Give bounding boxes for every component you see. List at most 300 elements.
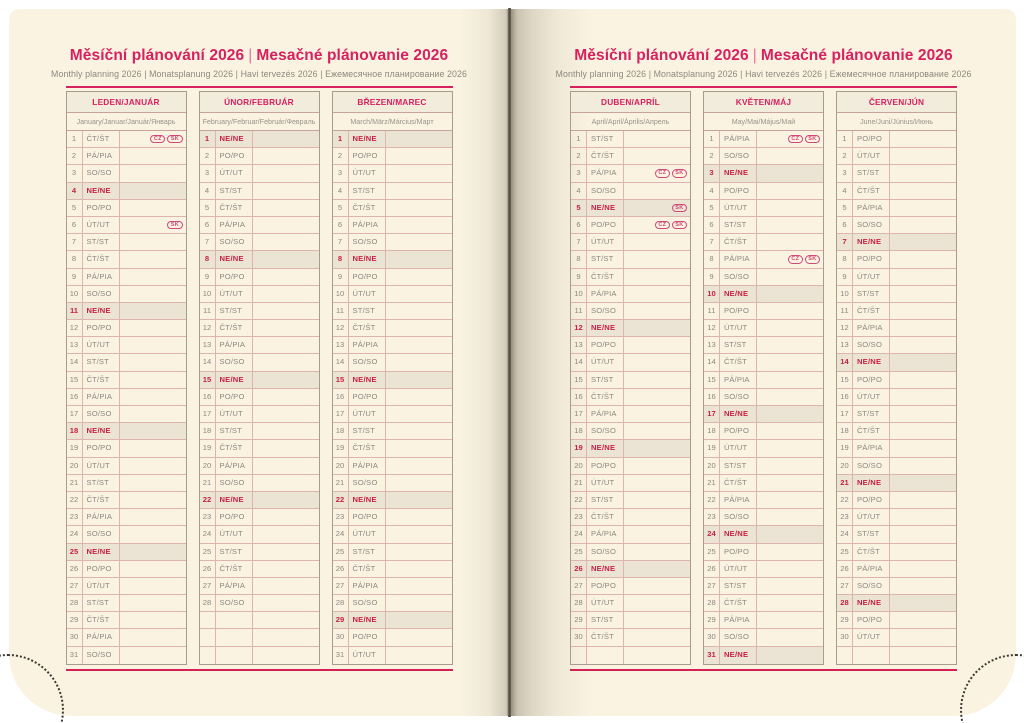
day-row xyxy=(67,234,186,251)
day-row xyxy=(333,354,452,371)
day-abbreviation: ČT/ŠT xyxy=(720,234,757,250)
day-row xyxy=(333,389,452,406)
notes-cell xyxy=(890,612,956,628)
day-number: 10 xyxy=(333,286,349,302)
planner-page-left xyxy=(9,9,509,716)
day-abbreviation: ČT/ŠT xyxy=(587,509,624,525)
day-number: 30 xyxy=(837,629,853,645)
notes-cell xyxy=(757,200,823,216)
day-number: 13 xyxy=(67,337,83,353)
notes-cell xyxy=(253,595,319,611)
day-number: 26 xyxy=(837,561,853,577)
day-row xyxy=(67,578,186,595)
day-abbreviation: PO/PO xyxy=(587,578,624,594)
day-number: 5 xyxy=(837,200,853,216)
day-row xyxy=(571,526,690,543)
day-row xyxy=(333,423,452,440)
day-number: 15 xyxy=(571,372,587,388)
day-number: 6 xyxy=(571,217,587,233)
day-number: 9 xyxy=(333,269,349,285)
notes-cell xyxy=(890,269,956,285)
day-abbreviation: ST/ST xyxy=(720,458,757,474)
day-row xyxy=(704,303,823,320)
notes-cell xyxy=(624,629,690,645)
day-abbreviation: NE/NE xyxy=(853,595,890,611)
day-abbreviation: PO/PO xyxy=(720,544,757,560)
day-row xyxy=(571,354,690,371)
day-abbreviation: SO/SO xyxy=(216,475,253,491)
day-abbreviation: SO/SO xyxy=(83,406,120,422)
day-number: 22 xyxy=(333,492,349,508)
day-abbreviation: ÚT/UT xyxy=(587,475,624,491)
day-number: 29 xyxy=(704,612,720,628)
notes-cell xyxy=(757,544,823,560)
notes-cell xyxy=(386,578,452,594)
day-number: 10 xyxy=(837,286,853,302)
notes-cell xyxy=(120,372,186,388)
notes-cell xyxy=(386,148,452,164)
holiday-badge-sk: SK xyxy=(672,169,687,177)
day-number xyxy=(571,647,587,664)
day-number: 19 xyxy=(704,440,720,456)
day-row xyxy=(200,544,319,561)
notes-cell xyxy=(253,492,319,508)
day-abbreviation: SO/SO xyxy=(720,509,757,525)
holiday-badge-cz: CZ xyxy=(788,255,803,263)
notes-cell xyxy=(624,131,690,147)
notes-cell xyxy=(890,423,956,439)
day-row xyxy=(571,406,690,423)
notes-cell xyxy=(253,509,319,525)
day-number: 18 xyxy=(200,423,216,439)
notes-cell xyxy=(386,320,452,336)
day-abbreviation: ST/ST xyxy=(587,131,624,147)
day-abbreviation: ČT/ŠT xyxy=(587,389,624,405)
month-subtitle: February/Februar/Február/Февраль xyxy=(200,113,319,131)
day-number: 30 xyxy=(704,629,720,645)
day-abbreviation: SO/SO xyxy=(349,354,386,370)
day-number: 20 xyxy=(837,458,853,474)
day-abbreviation: PÁ/PIA xyxy=(349,217,386,233)
day-abbreviation: PÁ/PIA xyxy=(349,578,386,594)
day-row xyxy=(704,286,823,303)
notes-cell xyxy=(624,217,690,233)
day-abbreviation: SO/SO xyxy=(587,183,624,199)
day-number: 25 xyxy=(571,544,587,560)
day-abbreviation: NE/NE xyxy=(720,165,757,181)
notes-cell xyxy=(757,612,823,628)
day-number: 24 xyxy=(333,526,349,542)
day-number: 31 xyxy=(333,647,349,664)
notes-cell xyxy=(386,509,452,525)
day-number: 25 xyxy=(704,544,720,560)
notes-cell xyxy=(890,561,956,577)
day-row xyxy=(704,354,823,371)
month-day-rows xyxy=(837,131,956,664)
notes-cell xyxy=(253,526,319,542)
day-row xyxy=(200,423,319,440)
day-number: 31 xyxy=(704,647,720,664)
notes-cell xyxy=(253,269,319,285)
day-abbreviation: PO/PO xyxy=(720,423,757,439)
day-row xyxy=(837,492,956,509)
day-row xyxy=(571,423,690,440)
day-row xyxy=(837,165,956,182)
day-number xyxy=(200,647,216,664)
day-abbreviation: PO/PO xyxy=(83,440,120,456)
day-row xyxy=(704,337,823,354)
notes-cell xyxy=(757,372,823,388)
day-row xyxy=(67,131,186,148)
notes-cell xyxy=(120,234,186,250)
day-row xyxy=(704,458,823,475)
month-day-rows xyxy=(704,131,823,664)
day-row xyxy=(333,578,452,595)
day-number: 19 xyxy=(837,440,853,456)
day-row xyxy=(67,269,186,286)
day-row xyxy=(704,320,823,337)
day-abbreviation: NE/NE xyxy=(83,544,120,560)
day-number: 28 xyxy=(837,595,853,611)
day-abbreviation: ÚT/UT xyxy=(720,440,757,456)
day-abbreviation: PO/PO xyxy=(349,389,386,405)
day-number: 24 xyxy=(704,526,720,542)
day-number: 11 xyxy=(571,303,587,319)
day-abbreviation: PO/PO xyxy=(720,303,757,319)
day-row xyxy=(704,234,823,251)
notes-cell xyxy=(120,423,186,439)
day-number: 3 xyxy=(67,165,83,181)
day-row xyxy=(837,629,956,646)
day-abbreviation: PO/PO xyxy=(216,269,253,285)
day-abbreviation: NE/NE xyxy=(720,286,757,302)
notes-cell xyxy=(624,200,690,216)
notes-cell xyxy=(624,303,690,319)
page-subtitle: Monthly planning 2026 | Monatsplanung 2026 | Havi tervezés 2026 | Ежемесячное планирование 2026 xyxy=(51,69,467,79)
day-number: 18 xyxy=(571,423,587,439)
day-row xyxy=(704,647,823,664)
notes-cell xyxy=(120,492,186,508)
day-abbreviation: NE/NE xyxy=(349,131,386,147)
notes-cell xyxy=(890,234,956,250)
day-number: 24 xyxy=(200,526,216,542)
notes-cell xyxy=(757,492,823,508)
notes-cell xyxy=(253,647,319,664)
day-row xyxy=(67,629,186,646)
day-abbreviation: ST/ST xyxy=(853,526,890,542)
page-title xyxy=(9,46,509,65)
day-row xyxy=(67,389,186,406)
day-abbreviation: ÚT/UT xyxy=(83,217,120,233)
day-abbreviation: PÁ/PIA xyxy=(216,458,253,474)
day-abbreviation: ČT/ŠT xyxy=(853,303,890,319)
day-row xyxy=(571,544,690,561)
notes-cell xyxy=(386,526,452,542)
day-abbreviation: ÚT/UT xyxy=(587,595,624,611)
footer-rule xyxy=(570,669,957,671)
notes-cell xyxy=(757,595,823,611)
day-number: 17 xyxy=(333,406,349,422)
day-row xyxy=(67,354,186,371)
notes-cell xyxy=(120,561,186,577)
notes-cell xyxy=(386,183,452,199)
day-abbreviation: NE/NE xyxy=(216,372,253,388)
notes-cell xyxy=(253,475,319,491)
notes-cell xyxy=(890,647,956,664)
day-abbreviation: PÁ/PIA xyxy=(216,217,253,233)
notes-cell xyxy=(757,354,823,370)
day-abbreviation: ČT/ŠT xyxy=(83,492,120,508)
day-row xyxy=(333,251,452,268)
notes-cell xyxy=(253,440,319,456)
day-abbreviation: PÁ/PIA xyxy=(83,389,120,405)
day-row xyxy=(333,269,452,286)
day-number: 11 xyxy=(837,303,853,319)
day-abbreviation: PO/PO xyxy=(853,131,890,147)
notes-cell xyxy=(890,183,956,199)
day-row xyxy=(333,148,452,165)
day-abbreviation: ÚT/UT xyxy=(349,165,386,181)
day-abbreviation: ÚT/UT xyxy=(853,389,890,405)
day-abbreviation: ČT/ŠT xyxy=(216,561,253,577)
header-rule xyxy=(570,86,957,88)
day-abbreviation: ÚT/UT xyxy=(349,286,386,302)
day-number: 18 xyxy=(704,423,720,439)
day-row xyxy=(200,372,319,389)
day-number: 17 xyxy=(837,406,853,422)
notes-cell xyxy=(120,526,186,542)
day-row xyxy=(704,475,823,492)
month-table xyxy=(703,91,824,665)
day-number: 21 xyxy=(67,475,83,491)
day-number: 24 xyxy=(837,526,853,542)
day-row xyxy=(837,286,956,303)
notes-cell xyxy=(624,578,690,594)
holiday-badge-cz: CZ xyxy=(655,221,670,229)
day-abbreviation: ČT/ŠT xyxy=(83,372,120,388)
notes-cell xyxy=(253,183,319,199)
day-number: 4 xyxy=(704,183,720,199)
day-row xyxy=(333,131,452,148)
day-number: 13 xyxy=(333,337,349,353)
day-row xyxy=(67,200,186,217)
day-number: 10 xyxy=(200,286,216,302)
day-number: 7 xyxy=(571,234,587,250)
notes-cell xyxy=(120,406,186,422)
day-number: 23 xyxy=(837,509,853,525)
notes-cell xyxy=(253,286,319,302)
day-number: 14 xyxy=(704,354,720,370)
day-abbreviation: ČT/ŠT xyxy=(83,131,120,147)
notes-cell xyxy=(253,131,319,147)
day-abbreviation: PO/PO xyxy=(587,217,624,233)
day-row xyxy=(571,131,690,148)
day-abbreviation: PÁ/PIA xyxy=(853,561,890,577)
month-name: DUBEN/APRÍL xyxy=(571,92,690,113)
notes-cell xyxy=(624,544,690,560)
day-number: 17 xyxy=(704,406,720,422)
page-title-slovak: Mesačné plánovanie 2026 xyxy=(256,47,449,64)
page-title-czech: Měsíční plánování 2026 xyxy=(574,47,749,64)
notes-cell xyxy=(120,337,186,353)
day-number: 12 xyxy=(333,320,349,336)
day-number: 1 xyxy=(837,131,853,147)
title-separator: | xyxy=(248,47,253,64)
day-abbreviation: SO/SO xyxy=(216,234,253,250)
day-abbreviation: ÚT/UT xyxy=(853,629,890,645)
notes-cell xyxy=(253,578,319,594)
day-row xyxy=(333,217,452,234)
day-abbreviation: PÁ/PIA xyxy=(720,372,757,388)
notes-cell xyxy=(757,578,823,594)
day-abbreviation: ÚT/UT xyxy=(720,200,757,216)
notes-cell xyxy=(386,354,452,370)
day-row xyxy=(200,595,319,612)
day-row xyxy=(67,475,186,492)
notes-cell xyxy=(890,320,956,336)
month-table xyxy=(836,91,957,665)
day-abbreviation: ČT/ŠT xyxy=(587,269,624,285)
notes-cell xyxy=(890,406,956,422)
day-number: 10 xyxy=(571,286,587,302)
day-abbreviation: ÚT/UT xyxy=(83,458,120,474)
empty-day-row xyxy=(837,647,956,664)
day-number: 14 xyxy=(200,354,216,370)
day-row xyxy=(837,234,956,251)
day-number: 28 xyxy=(67,595,83,611)
day-row xyxy=(67,303,186,320)
day-row xyxy=(837,372,956,389)
day-row xyxy=(200,303,319,320)
day-number: 22 xyxy=(200,492,216,508)
day-number: 27 xyxy=(571,578,587,594)
day-number: 15 xyxy=(67,372,83,388)
day-number: 27 xyxy=(333,578,349,594)
day-row xyxy=(67,509,186,526)
notes-cell xyxy=(757,251,823,267)
day-number: 20 xyxy=(67,458,83,474)
day-row xyxy=(571,320,690,337)
day-row xyxy=(200,475,319,492)
notes-cell xyxy=(757,458,823,474)
day-abbreviation: ÚT/UT xyxy=(853,148,890,164)
day-number: 3 xyxy=(200,165,216,181)
day-abbreviation: PO/PO xyxy=(587,337,624,353)
day-row xyxy=(571,458,690,475)
day-row xyxy=(200,354,319,371)
months-row xyxy=(66,91,453,665)
day-abbreviation: ČT/ŠT xyxy=(587,629,624,645)
page-subtitle: Monthly planning 2026 | Monatsplanung 2026 | Havi tervezés 2026 | Ежемесячное планирование 2026 xyxy=(555,69,972,79)
day-number: 21 xyxy=(837,475,853,491)
day-row xyxy=(837,509,956,526)
day-abbreviation: NE/NE xyxy=(853,234,890,250)
day-row xyxy=(837,440,956,457)
day-abbreviation: PÁ/PIA xyxy=(720,612,757,628)
day-number: 27 xyxy=(837,578,853,594)
notes-cell xyxy=(386,544,452,560)
day-number: 17 xyxy=(200,406,216,422)
page-title xyxy=(511,46,1016,65)
day-row xyxy=(200,320,319,337)
notes-cell xyxy=(253,544,319,560)
day-row xyxy=(571,251,690,268)
day-abbreviation: ČT/ŠT xyxy=(83,612,120,628)
day-row xyxy=(200,526,319,543)
day-number: 25 xyxy=(200,544,216,560)
day-abbreviation: ÚT/UT xyxy=(216,526,253,542)
day-abbreviation: ÚT/UT xyxy=(349,526,386,542)
day-row xyxy=(704,612,823,629)
day-row xyxy=(200,406,319,423)
notes-cell xyxy=(253,458,319,474)
month-table xyxy=(570,91,691,665)
day-row xyxy=(571,165,690,182)
day-abbreviation: ST/ST xyxy=(720,217,757,233)
notes-cell xyxy=(757,320,823,336)
notes-cell xyxy=(890,217,956,233)
day-abbreviation: PO/PO xyxy=(853,251,890,267)
day-row xyxy=(200,234,319,251)
notes-cell xyxy=(253,389,319,405)
day-number: 14 xyxy=(67,354,83,370)
day-row xyxy=(333,286,452,303)
day-abbreviation: ČT/ŠT xyxy=(853,423,890,439)
title-separator: | xyxy=(752,47,757,64)
day-abbreviation: NE/NE xyxy=(720,406,757,422)
day-abbreviation: ST/ST xyxy=(587,251,624,267)
day-row xyxy=(67,595,186,612)
notes-cell xyxy=(120,629,186,645)
day-abbreviation: PÁ/PIA xyxy=(853,200,890,216)
day-row xyxy=(200,440,319,457)
day-row xyxy=(704,578,823,595)
day-number: 28 xyxy=(200,595,216,611)
day-number: 6 xyxy=(333,217,349,233)
notes-cell xyxy=(386,406,452,422)
day-row xyxy=(200,183,319,200)
day-number: 22 xyxy=(837,492,853,508)
book-spine xyxy=(508,8,511,717)
day-number: 22 xyxy=(571,492,587,508)
day-number: 29 xyxy=(67,612,83,628)
day-abbreviation: SO/SO xyxy=(83,526,120,542)
day-number: 11 xyxy=(200,303,216,319)
day-number: 28 xyxy=(333,595,349,611)
day-row xyxy=(571,440,690,457)
day-number: 8 xyxy=(704,251,720,267)
day-number: 2 xyxy=(837,148,853,164)
day-row xyxy=(67,337,186,354)
notes-cell xyxy=(624,234,690,250)
day-number: 14 xyxy=(837,354,853,370)
month-subtitle: March/März/Március/Март xyxy=(333,113,452,131)
notes-cell xyxy=(120,354,186,370)
day-number: 15 xyxy=(704,372,720,388)
holiday-badge-sk: SK xyxy=(167,221,182,229)
day-abbreviation: ÚT/UT xyxy=(587,234,624,250)
notes-cell xyxy=(120,440,186,456)
notes-cell xyxy=(386,303,452,319)
day-row xyxy=(837,595,956,612)
day-row xyxy=(333,492,452,509)
notes-cell xyxy=(890,372,956,388)
day-number: 3 xyxy=(837,165,853,181)
notes-cell xyxy=(253,200,319,216)
day-row xyxy=(837,526,956,543)
day-row xyxy=(571,286,690,303)
notes-cell xyxy=(624,647,690,664)
